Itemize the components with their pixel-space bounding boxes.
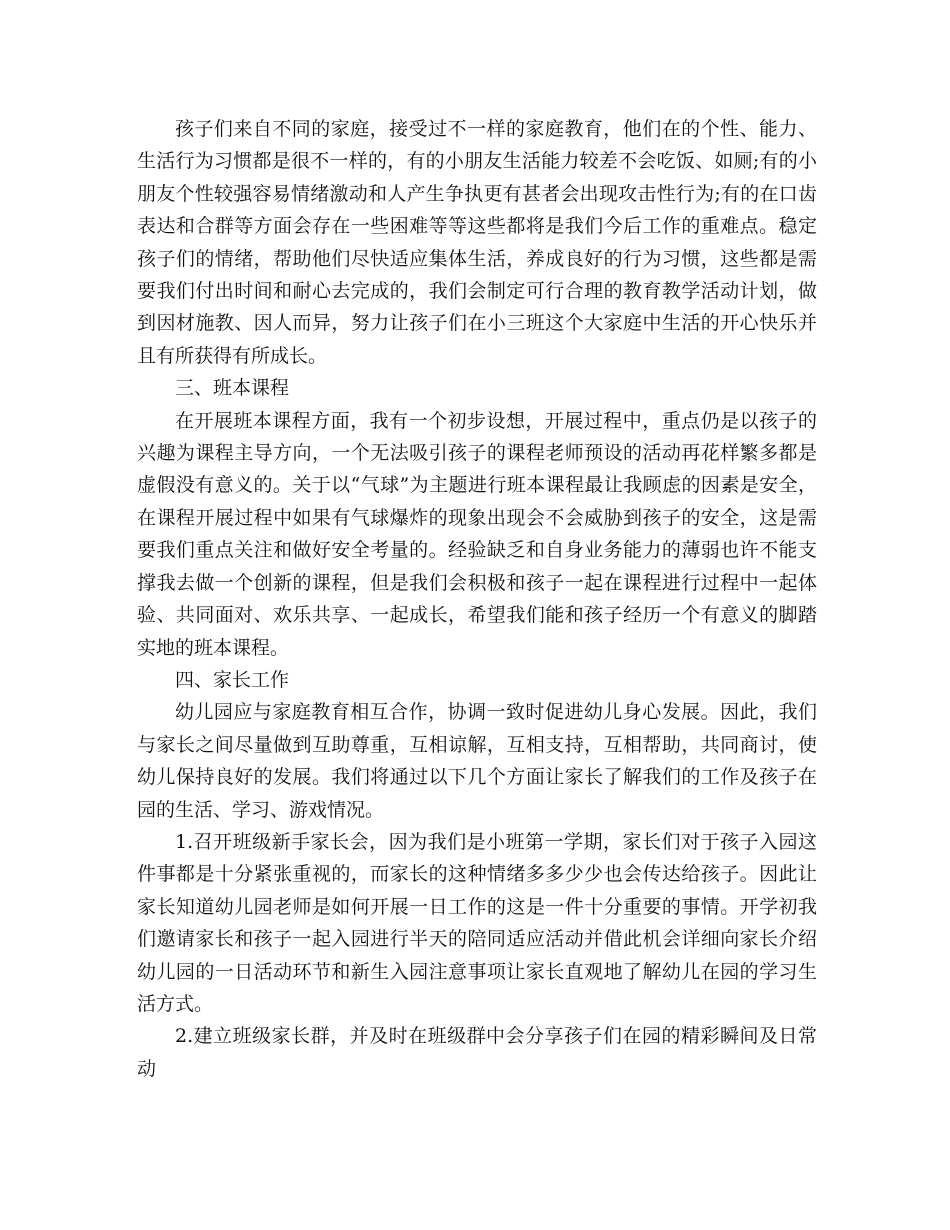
- paragraph-parent-work: 幼儿园应与家庭教育相互合作，协调一致时促进幼儿身心发展。因此，我们与家长之间尽量做到互助尊重，互相谅解，互相支持，互相帮助，共同商讨，使幼儿保持良好的发展。我们将通过以下几个方面让家长了解我们的工作及孩子在园的生活、学习、游戏情况。: [137, 701, 817, 821]
- document-page: [137, 113, 817, 1085]
- paragraph-parent-group: 2.建立班级家长群，并及时在班级群中会分享孩子们在园的精彩瞬间及日常动: [137, 1025, 817, 1080]
- paragraph-curriculum: 在开展班本课程方面，我有一个初步设想，开展过程中，重点仍是以孩子的兴趣为课程主导方向，一个无法吸引孩子的课程老师预设的活动再花样繁多都是虚假没有意义的。关于以“气球”为主题进行班本课程最让我顾虑的因素是安全，在课程开展过程中如果有气球爆炸的现象出现会不会威胁到孩子的安全，这是需要我们重点关注和做好安全考量的。经验缺乏和自身业务能力的薄弱也许不能支撑我去做一个创新的课程，但是我们会积极和孩子一起在课程进行过程中一起体验、共同面对、欢乐共享、一起成长，希望我们能和孩子经历一个有意义的脚踏实地的班本课程。: [137, 409, 817, 659]
- section-heading-parent-work: 四、家长工作: [175, 668, 290, 691]
- paragraph-parent-meeting: 1.召开班级新手家长会，因为我们是小班第一学期，家长们对于孩子入园这件事都是十分紧张重视的，而家长的这种情绪多多少少也会传达给孩子。因此让家长知道幼儿园老师是如何开展一日工作的这是一件十分重要的事情。开学初我们邀请家长和孩子一起入园进行半天的陪同适应活动并借此机会详细向家长介绍幼儿园的一日活动环节和新生入园注意事项让家长直观地了解幼儿在园的学习生活方式。: [137, 830, 817, 1015]
- paragraph-class-situation: 孩子们来自不同的家庭，接受过不一样的家庭教育，他们在的个性、能力、生活行为习惯都是很不一样的，有的小朋友生活能力较差不会吃饭、如厕;有的小朋友个性较强容易情绪激动和人产生争执更有甚者会出现攻击性行为;有的在口齿表达和合群等方面会存在一些困难等等这些都将是我们今后工作的重难点。稳定孩子们的情绪，帮助他们尽快适应集体生活，养成良好的行为习惯，这些都是需要我们付出时间和耐心去完成的，我们会制定可行合理的教育教学活动计划，做到因材施教、因人而异，努力让孩子们在小三班这个大家庭中生活的开心快乐并且有所获得有所成长。: [137, 118, 817, 367]
- section-heading-class-curriculum: 三、班本课程: [175, 377, 290, 400]
